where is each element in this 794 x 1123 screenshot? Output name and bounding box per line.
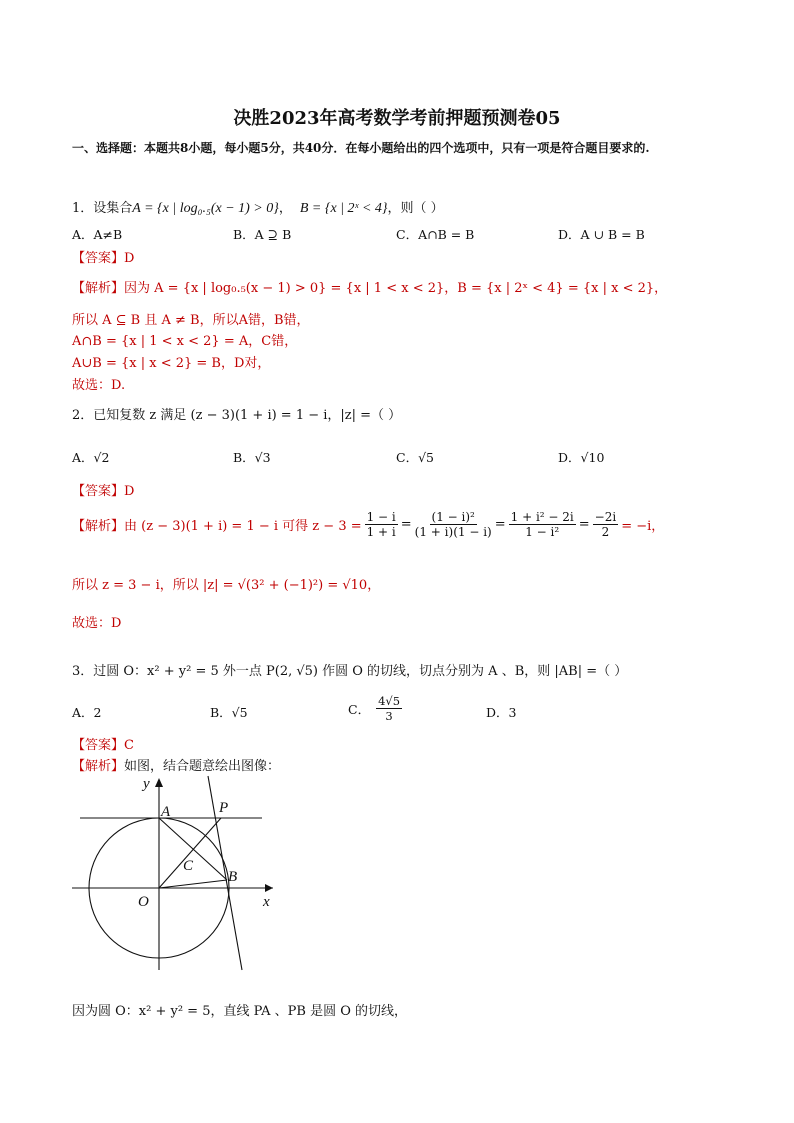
q3-answer — [72, 734, 134, 753]
q1-option-d: D．A ∪ B = B — [558, 227, 645, 242]
q1-analysis-text: 因为 A = {x | log₀.₅(x − 1) > 0} = {x | 1 < x < 2}，B = {x | 2ˣ < 4} = {x | x < 2}， — [124, 281, 668, 296]
q2-frac-3: $\frac{\text{1 + i² − 2i}}{\text{1 − i²}}$ — [510, 510, 574, 539]
q3-stem: 3．过圆 O：x² + y² = 5 外一点 P(2, √5) 作圆 O 的切线，切点分别为 A 、B，则 |AB| =（ ） — [72, 664, 628, 679]
answer-label: 【答案】 — [72, 251, 125, 266]
q3-figure — [70, 770, 280, 980]
segment-ob — [159, 880, 227, 888]
q1-analysis-line-4: A∪B = {x | x < 2} = B，D对， — [72, 356, 271, 371]
label-o: O — [138, 894, 149, 910]
q3-option-b: B．√5 — [210, 705, 248, 720]
answer-label: 【答案】 — [72, 738, 125, 753]
y-axis-arrow-icon — [155, 778, 163, 787]
answer-label: 【答案】 — [72, 484, 125, 499]
q3-last-line: 因为圆 O：x² + y² = 5，直线 PA 、PB 是圆 O 的切线， — [72, 1004, 408, 1019]
q2-conclusion: 故选：D — [72, 616, 122, 631]
q2-answer-value: D — [124, 484, 135, 499]
x-axis-arrow-icon — [265, 884, 273, 892]
page-title: 决胜2023年高考数学考前押题预测卷05 — [233, 108, 561, 129]
q2-analysis-line-2: 所以 z = 3 − i，所以 |z| = √(3² + (−1)²) = √10， — [72, 578, 381, 593]
q1-stem-prefix: 1．设集合 — [72, 201, 133, 216]
q2-stem: 2．已知复数 z 满足 (z − 3)(1 + i) = 1 − i，|z| =（ ） — [72, 408, 402, 423]
q1-option-a: A．A≠B — [72, 227, 123, 242]
q2-option-b: B．√3 — [233, 450, 271, 465]
q3-answer-value: C — [124, 738, 134, 753]
q3-option-d: D．3 — [486, 705, 517, 720]
analysis-label: 【解析】 — [72, 519, 125, 534]
label-a: A — [161, 804, 171, 820]
q1-answer-value: D — [124, 251, 135, 266]
q2-option-a: A．√2 — [72, 450, 110, 465]
q1-analysis-line-1 — [72, 277, 667, 296]
label-b: B — [228, 869, 238, 885]
q1-stem — [72, 197, 444, 217]
q2-answer — [72, 480, 134, 499]
label-p: P — [219, 800, 229, 816]
q1-analysis-line-3: A∩B = {x | 1 < x < 2} = A，C错， — [72, 334, 298, 349]
q2-frac-1: $\frac{1 - i}{1 + i}$ — [366, 510, 396, 539]
q2-analysis-prefix: 由 (z − 3)(1 + i) = 1 − i 可得 z − 3 = — [124, 519, 362, 534]
q1-set-a: A = {x | log₀.₅(x − 1) > 0} — [132, 201, 279, 216]
q1-answer — [72, 247, 134, 266]
q1-sep: ， — [278, 201, 292, 216]
q1-analysis-line-2: 所以 A ⊆ B 且 A ≠ B，所以A错，B错， — [72, 313, 310, 328]
q2-option-c: C．√5 — [396, 450, 434, 465]
section-header: 一、选择题：本题共8小题，每小题5分，共40分．在每小题给出的四个选项中，只有一项是符合题目要求的. — [72, 141, 650, 155]
q2-option-d: D．√10 — [558, 450, 605, 465]
q2-frac-2: $\frac{\text{(1 − i)²}}{(1 + i)(1 - i)}$ — [414, 510, 492, 539]
label-x: x — [263, 894, 270, 910]
q2-eq-tail: = −i， — [621, 519, 665, 534]
q3-option-c: C． 4√5 3 — [348, 694, 401, 723]
q1-suffix: ，则（ ） — [387, 201, 444, 216]
q2-frac-4: $\frac{-2i}{2}$ — [594, 510, 617, 539]
q1-option-b: B．A ⊇ B — [233, 227, 292, 242]
segment-op — [159, 818, 221, 888]
analysis-label: 【解析】 — [72, 759, 125, 774]
q3-analysis-text: 如图，结合题意绘出图像： — [124, 759, 281, 774]
q3-option-a: A．2 — [72, 705, 102, 720]
label-c: C — [183, 858, 194, 874]
q1-option-c: C．A∩B = B — [396, 227, 475, 242]
analysis-label: 【解析】 — [72, 281, 125, 296]
q1-conclusion: 故选：D. — [72, 378, 126, 393]
q2-analysis-line-1: 【解析】 由 (z − 3)(1 + i) = 1 − i 可得 z − 3 = $\frac{1 - i}{1 + i}$ = $\frac{\text{(1 − i)²}}{(1 + i)(1 - i)}$ = $\frac{\text{1 + i² − 2i}}{\text{1 − i²}}$ = $\frac{-2i}{2}$ = −i， — [72, 510, 665, 539]
label-y: y — [143, 776, 150, 792]
q1-set-b: B = {x | 2ˣ < 4} — [299, 201, 388, 216]
